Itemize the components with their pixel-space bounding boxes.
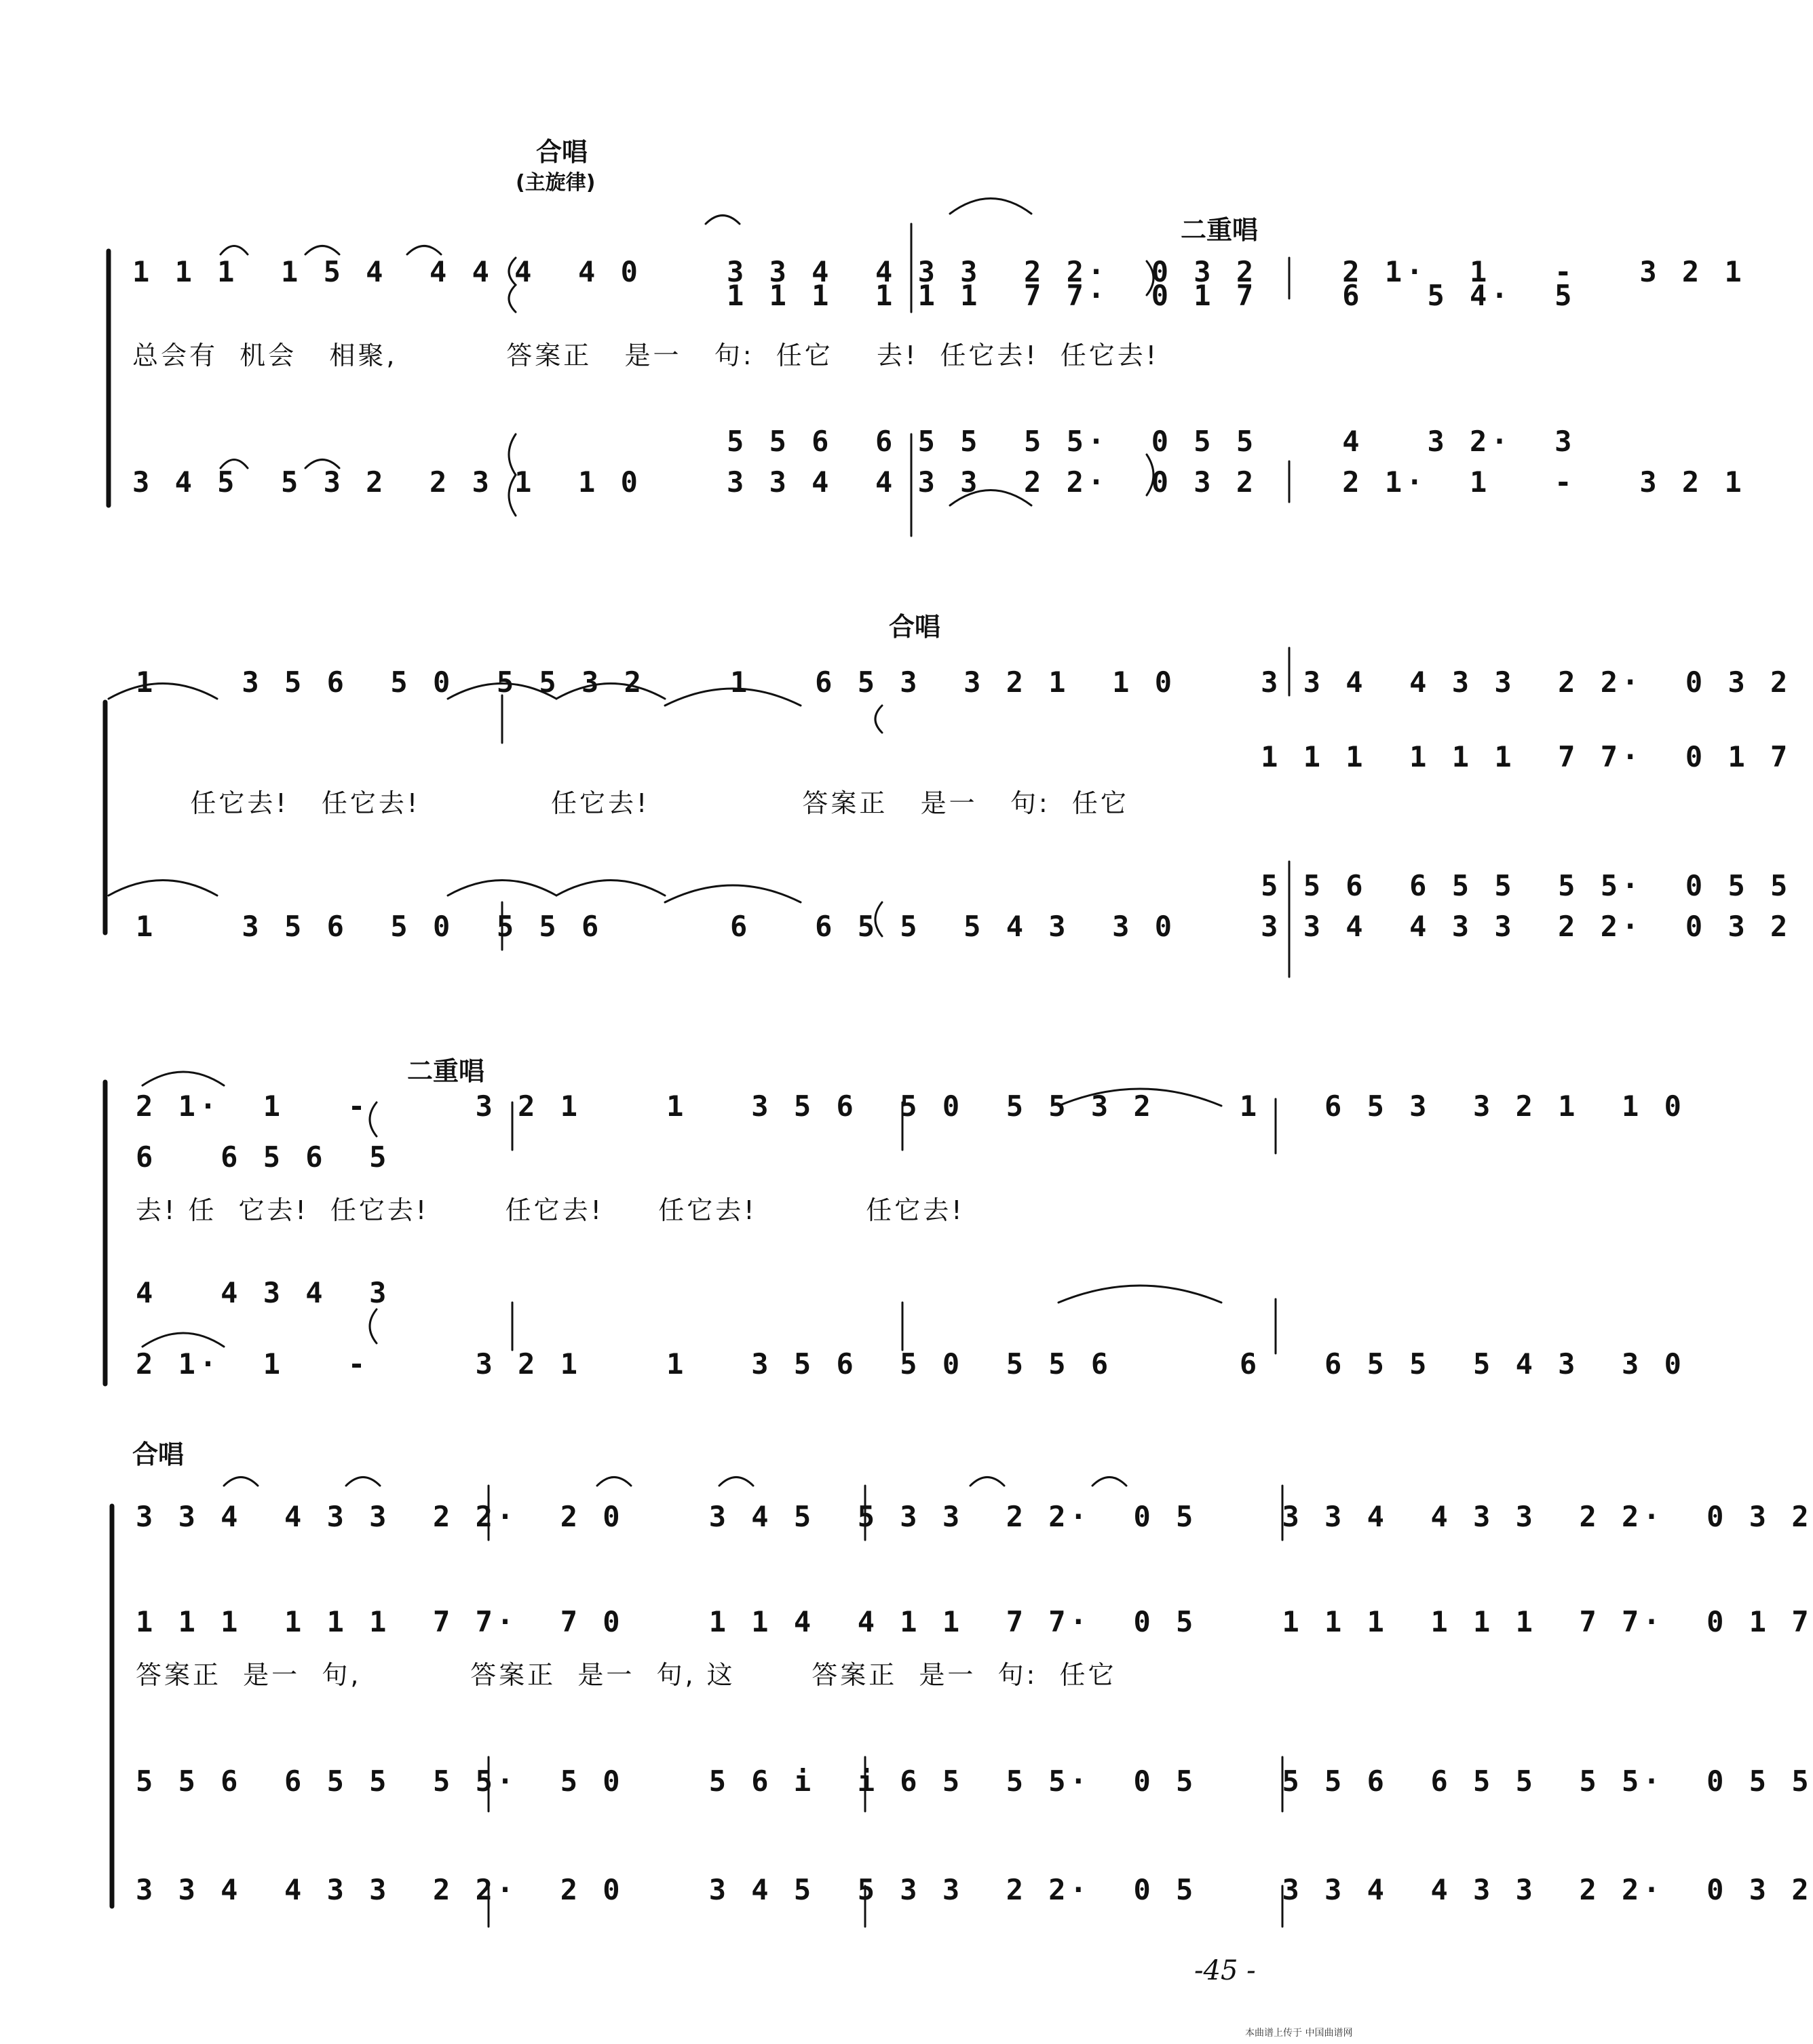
tie bbox=[597, 1478, 631, 1486]
notation-row: 3 3 4 4 3 3 2 2· 2 0 3 4 5 5 3 3 2 2· 0 5 3 3 4 4 3 3 2 2· 0 3 2 bbox=[136, 1500, 1813, 1533]
lyrics-row: 任它去! 任它去! 任它去! 答案正 是一 句: 任它 bbox=[136, 788, 1129, 818]
chorus-label: 合唱 bbox=[536, 137, 588, 167]
tie bbox=[224, 1478, 258, 1486]
lyrics-row: 去! 任 它去! 任它去! 任它去! 任它去! 任它去! bbox=[136, 1195, 965, 1225]
notation-row: 6 6 5 6 5 bbox=[136, 1140, 391, 1174]
notation-row: 5 5 6 6 5 5 5 5· 5 0 5 6 i i 6 5 5 5· 0 5 5 5 6 6 5 5 5 5· 0 5 5 bbox=[136, 1765, 1813, 1798]
tie bbox=[1058, 1286, 1221, 1303]
lyrics-row: 总会有 机会 相聚, 答案正 是一 句: 任它 去! 任它去! 任它去! bbox=[132, 341, 1160, 370]
notation-row: 1 1 1 1 1 1 7 7· 7 0 1 1 4 4 1 1 7 7· 0 5 1 1 1 1 1 1 7 7· 0 1 7 bbox=[136, 1605, 1813, 1638]
tie bbox=[407, 246, 441, 255]
notation-row: 1 1 1 1 5 4 4 4 4 4 0 3 3 4 4 3 3 2 2· 0 3 2 2 1· 1 - 3 2 1 bbox=[132, 255, 1746, 288]
tie bbox=[1092, 1478, 1126, 1486]
notation-row: 5 5 6 6 5 5 5 5· 0 5 5 4 3 2· 3 bbox=[132, 425, 1576, 458]
tie bbox=[305, 246, 339, 255]
notation-row: 1 1 1 1 1 1 7 7· 0 1 7 bbox=[136, 740, 1792, 773]
notation-row: 5 5 6 6 5 5 5 5· 0 5 5 bbox=[136, 869, 1792, 902]
tie bbox=[706, 216, 740, 225]
brace bbox=[370, 1309, 377, 1343]
lyrics-row: 答案正 是一 句, 答案正 是一 句, 这 答案正 是一 句: 任它 bbox=[136, 1660, 1117, 1690]
notation-row: 1 1 1 1 1 1 7 7· 0 1 7 6 5 4· 5 bbox=[132, 279, 1576, 312]
notation-row: 1 3 5 6 5 0 5 5 6 6 6 5 5 5 4 3 3 0 3 3 4 4 3 3 2 2· 0 3 2 bbox=[136, 910, 1792, 943]
notation-row: 2 1· 1 - 3 2 1 1 3 5 6 5 0 5 5 3 2 1 6 5 3 3 2 1 1 0 bbox=[136, 1090, 1685, 1123]
notation-row: 3 4 5 5 3 2 2 3 1 1 0 3 3 4 4 3 3 2 2· 0 3 2 2 1· 1 - 3 2 1 bbox=[132, 465, 1746, 499]
notation-row: 2 1· 1 - 3 2 1 1 3 5 6 5 0 5 5 6 6 6 5 5 5 4 3 3 0 bbox=[136, 1347, 1685, 1381]
duet-label: 二重唱 bbox=[407, 1056, 485, 1086]
duet-label: 二重唱 bbox=[1181, 215, 1259, 245]
notation-row: 4 4 3 4 3 bbox=[136, 1276, 391, 1309]
notation-row: 1 3 5 6 5 0 5 5 3 2 1 6 5 3 3 2 1 1 0 3 3 4 4 3 3 2 2· 0 3 2 bbox=[136, 666, 1792, 699]
tie bbox=[950, 199, 1031, 214]
tie bbox=[142, 1072, 224, 1085]
footer-credit: 本曲谱上传于 中国曲谱网 bbox=[1245, 2028, 1353, 2039]
main-melody-label: (主旋律) bbox=[516, 171, 596, 195]
tie bbox=[719, 1478, 753, 1486]
notation-row: 3 3 4 4 3 3 2 2· 2 0 3 4 5 5 3 3 2 2· 0 5 3 3 4 4 3 3 2 2· 0 3 2 bbox=[136, 1873, 1813, 1906]
tie bbox=[346, 1478, 380, 1486]
tie bbox=[970, 1478, 1004, 1486]
page-number: -45 - bbox=[1194, 1955, 1256, 1986]
brace bbox=[875, 706, 882, 733]
tie bbox=[221, 246, 248, 255]
chorus-label: 合唱 bbox=[132, 1440, 185, 1469]
tie bbox=[142, 1333, 224, 1347]
chorus-label: 合唱 bbox=[889, 612, 941, 642]
